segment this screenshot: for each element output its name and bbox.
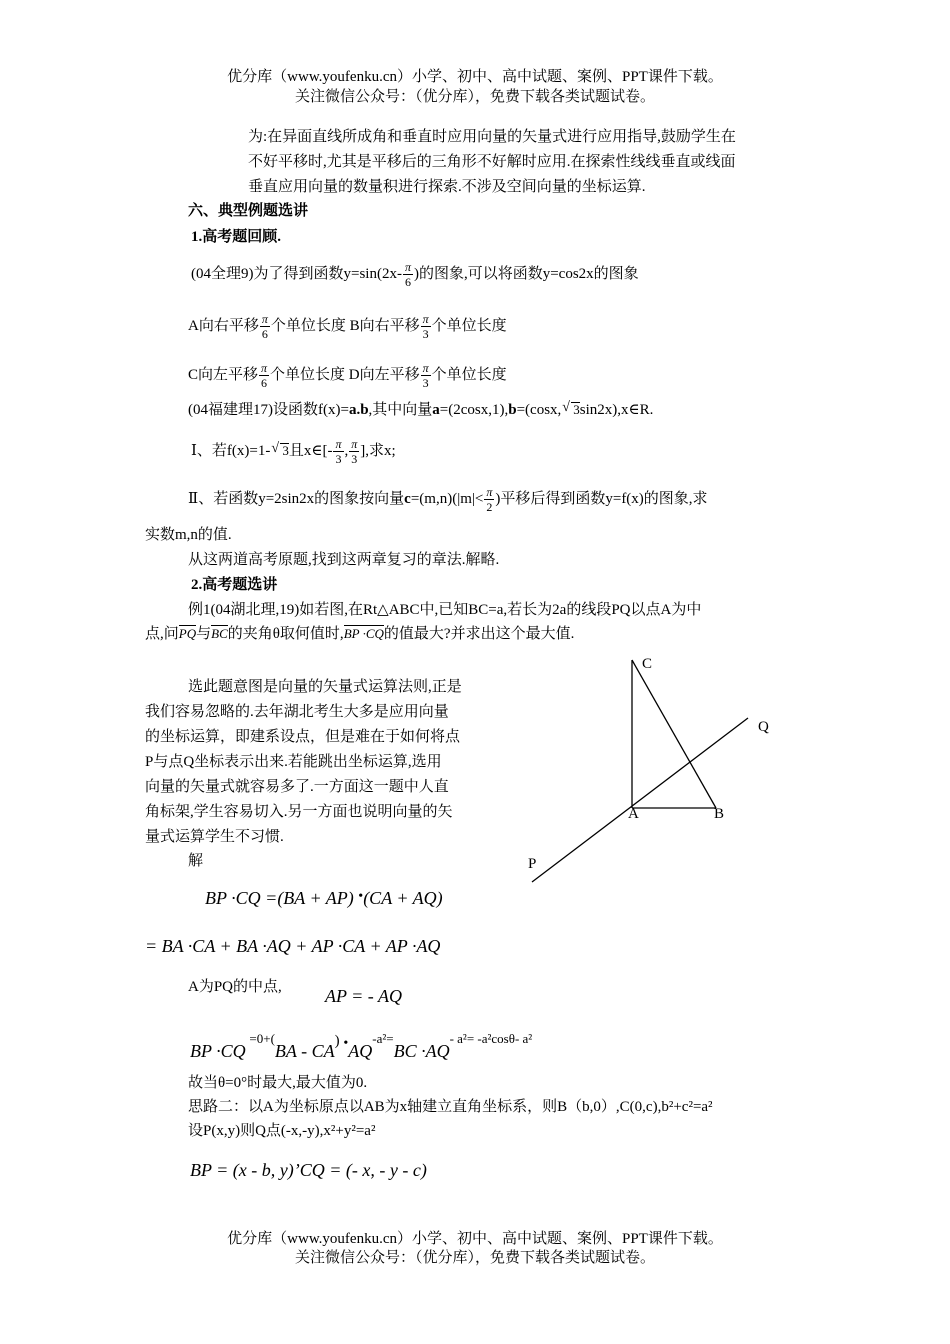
subsection-1-title: 1.高考题回顾. bbox=[191, 229, 282, 245]
header-line-2: 关注微信公众号：（优分库），免费下载各类试题试卷。 bbox=[294, 89, 655, 105]
conclusion-text: 故当θ=0°时最大,最大值为0. bbox=[188, 1075, 368, 1091]
example-1-analysis: 选此题意图是向量的矢量式运算法则,正是 我们容易忽略的.去年湖北考生大多是应用向量 的坐标运算，即建系设点，但是难在于如何将点 P与点Q坐标表示出来.若能跳出坐标运算,选用 向量的矢量式就容易多了.一方面这一题中人直 角标架,学生容易切入.另一方面也说明向量的矢 量式运算学生不习惯. bbox=[145, 679, 462, 845]
equation-4: BP ·CQ =0+(BA - CA) •AQ-a²=BC ·AQ- a²= -a²cosθ- a² bbox=[190, 1031, 533, 1061]
segment-pq bbox=[532, 718, 748, 882]
section-title: 六、典型例题选讲 bbox=[188, 203, 309, 219]
q2-part-1: Ⅰ、若f(x)=1-√ 3且x∈[- $\frac{\pi}{3}$ , $\frac{\pi}{3}$ ],求x; bbox=[191, 437, 396, 466]
label-p: P bbox=[528, 856, 537, 872]
set-p-text: 设P(x,y)则Q点(-x,-y),x²+y²=a² bbox=[188, 1123, 376, 1139]
q1-options-ab: A向右平移 $\frac{\pi}{6}$ 个单位长度 B向右平移 $\frac{\pi}{3}$ 个单位长度 bbox=[188, 312, 507, 341]
example-1-line-2: 点,问PQ与BC的夹角θ取何值时,BP ·CQ的值最大?并求出这个最大值. bbox=[145, 626, 575, 642]
q1-stem: (04全理9)为了得到函数y=sin(2x- $\frac{\pi}{6}$ )的图象,可以将函数y=cos2x的图象 bbox=[191, 260, 639, 289]
label-b: B bbox=[714, 806, 725, 822]
footer-line-1: 优分库（www.youfenku.cn）小学、初中、高中试题、案例、PPT课件下载。 bbox=[227, 1231, 723, 1247]
equation-3: AP = - AQ bbox=[325, 986, 402, 1006]
label-a: A bbox=[628, 806, 639, 822]
q1-options-cd: C向左平移 $\frac{\pi}{6}$ 个单位长度 D向左平移 $\frac{\pi}{3}$ 个单位长度 bbox=[188, 361, 507, 390]
equation-1: BP ·CQ =(BA + AP) •(CA + AQ) bbox=[205, 888, 443, 908]
equation-5: BP = (x - b, y)’CQ = (- x, - y - c) bbox=[190, 1160, 427, 1180]
q2-note: 从这两道高考原题,找到这两章复习的章法.解略. bbox=[188, 552, 500, 568]
segment-bc bbox=[632, 660, 716, 808]
midpoint-text: A为PQ的中点, bbox=[188, 979, 282, 995]
header-line-1: 优分库（www.youfenku.cn）小学、初中、高中试题、案例、PPT课件下载。 bbox=[227, 69, 723, 85]
q2-stem: (04福建理17)设函数f(x)=a.b,其中向量a=(2cosx,1),b=(cosx,√ 3sin2x),x∈R. bbox=[188, 400, 653, 420]
q2-part-2: Ⅱ、若函数y=2sin2x的图象按向量c=(m,n)(|m|< $\frac{\pi}{2}$ )平移后得到函数y=f(x)的图象,求 bbox=[188, 485, 708, 514]
label-q: Q bbox=[758, 719, 769, 735]
label-c: C bbox=[642, 656, 653, 672]
equation-2: = BA ·CA + BA ·AQ + AP ·CA + AP ·AQ bbox=[145, 936, 441, 956]
footer-line-2: 关注微信公众号：（优分库），免费下载各类试题试卷。 bbox=[294, 1250, 655, 1266]
solution-label: 解 bbox=[188, 853, 204, 869]
subsection-2-title: 2.高考题选讲 bbox=[191, 577, 278, 593]
idea-two-text: 思路二：以A为坐标原点以AB为x轴建立直角坐标系，则B（b,0）,C(0,c),b²+c²=a² bbox=[188, 1099, 713, 1115]
intro-paragraph: 为:在异面直线所成角和垂直时应用向量的矢量式进行应用指导,鼓励学生在 不好平移时,尤其是平移后的三角形不好解时应用.在探索性线线垂直或线面 垂直应用向量的数量积进行探索.不涉及空间向量的坐标运算. bbox=[248, 129, 736, 195]
q2-part-2-continued: 实数m,n的值. bbox=[145, 527, 232, 543]
example-1-line-1: 例1(04湖北理,19)如若图,在Rt△ABC中,已知BC=a,若长为2a的线段PQ以点A为中 bbox=[188, 602, 702, 618]
